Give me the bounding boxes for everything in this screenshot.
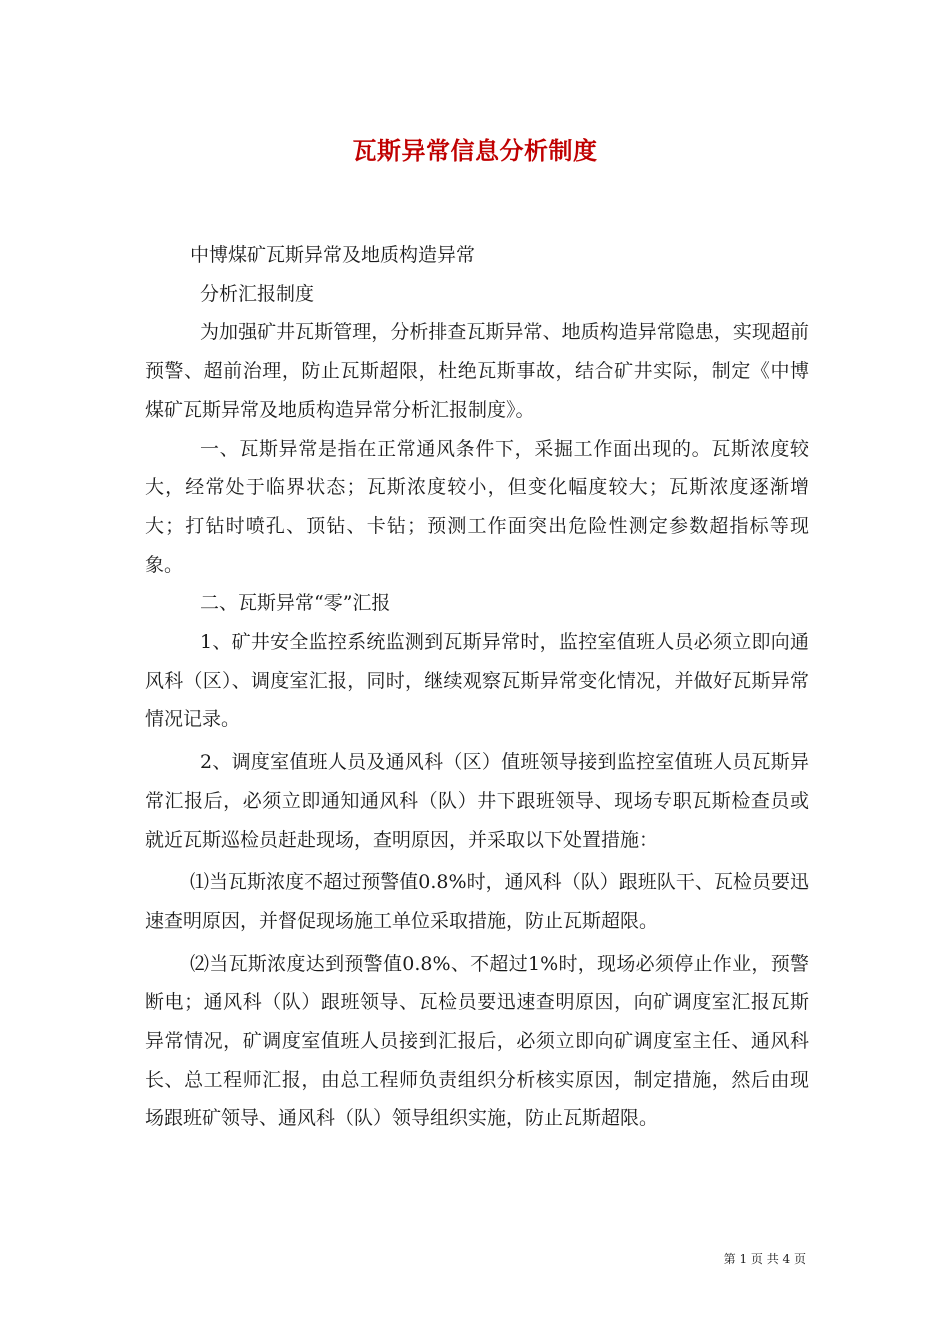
paragraph-intro: 为加强矿井瓦斯管理，分析排查瓦斯异常、地质构造异常隐患，实现超前预警、超前治理，防止瓦斯超限，杜绝瓦斯事故，结合矿井实际，制定《中博煤矿瓦斯异常及地质构造异常分析汇报制度》。 [145, 321, 809, 421]
document-body [145, 236, 809, 1138]
paragraph-item-1: 1、矿井安全监控系统监测到瓦斯异常时，监控室值班人员必须立即向通风科（区）、调度室汇报，同时，继续观察瓦斯异常变化情况，并做好瓦斯异常情况记录。 [145, 631, 809, 731]
paragraph-subitem-1: ⑴当瓦斯浓度不超过预警值0.8%时，通风科（队）跟班队干、瓦检员要迅速查明原因，并督促现场施工单位采取措施，防止瓦斯超限。 [145, 871, 809, 932]
paragraph-subitem-2: ⑵当瓦斯浓度达到预警值0.8%、不超过1%时，现场必须停止作业，预警断电；通风科（队）跟班领导、瓦检员要迅速查明原因，向矿调度室汇报瓦斯异常情况，矿调度室值班人员接到汇报后，必须立即向矿调度室主任、通风科长、总工程师汇报，由总工程师负责组织分析核实原因，制定措施，然后由现场跟班矿领导、通风科（队）领导组织实施，防止瓦斯超限。 [145, 952, 809, 1130]
paragraph-item-2: 2、调度室值班人员及通风科（区）值班领导接到监控室值班人员瓦斯异常汇报后，必须立即通知通风科（队）井下跟班领导、现场专职瓦斯检查员或就近瓦斯巡检员赶赴现场，查明原因，并采取以下处置措施： [145, 751, 809, 851]
document-title: 瓦斯异常信息分析制度 [352, 136, 598, 165]
page-number: 第 1 页 共 4 页 [723, 1252, 806, 1266]
subtitle-line-2: 分析汇报制度 [200, 282, 315, 305]
heading-section-2: 二、瓦斯异常“零”汇报 [200, 592, 391, 615]
paragraph-section-1: 一、瓦斯异常是指在正常通风条件下，采掘工作面出现的。瓦斯浓度较大，经常处于临界状态；瓦斯浓度较小，但变化幅度较大；瓦斯浓度逐渐增大；打钻时喷孔、顶钻、卡钻；预测工作面突出危险性测定参数超指标等现象。 [145, 437, 809, 576]
subtitle-line-1: 中博煤矿瓦斯异常及地质构造异常 [190, 244, 476, 266]
